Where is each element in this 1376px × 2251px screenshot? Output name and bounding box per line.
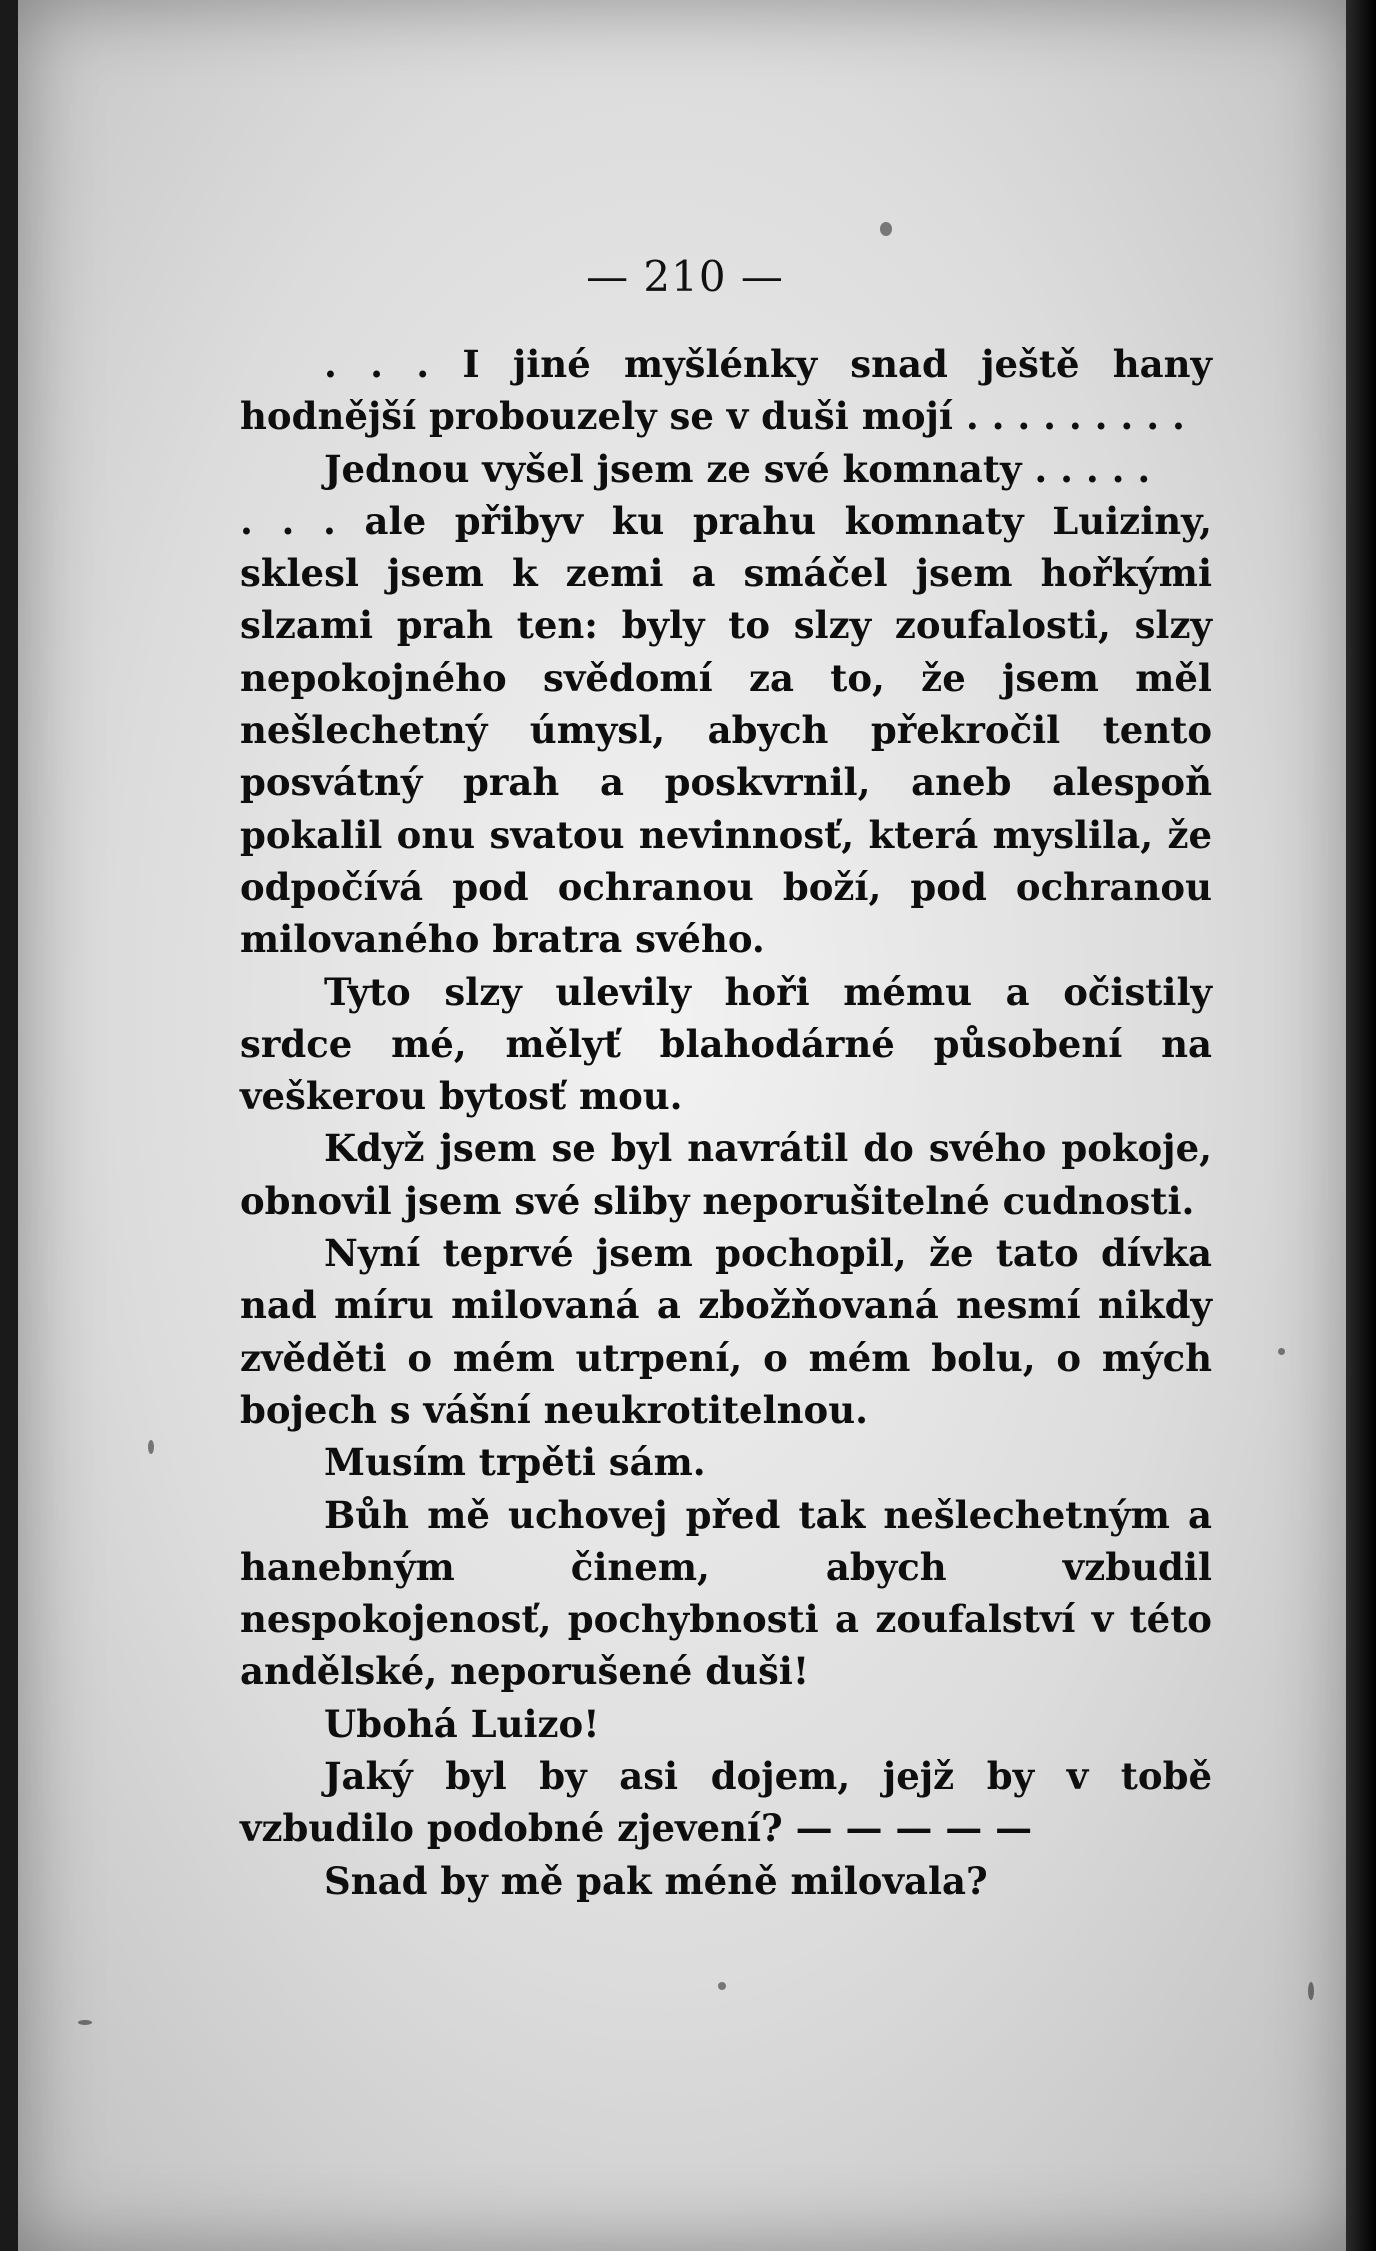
paper-speck [148,1440,154,1454]
paragraph-9: Ubohá Luizo! [324,1701,600,1746]
body-text [240,338,1212,1907]
paper-speck [718,1982,726,1990]
paragraph-5: Když jsem se byl navrátil do svého pokoje, obnovil jsem své sliby neporušitelné cudnosti. [240,1126,1212,1223]
book-spine-shadow [1346,0,1376,2251]
paragraph-8: Bůh mě uchovej před tak nešlechetným a hanebným činem, abych vzbudil nespokojenosť, pochybnosti a zoufalství v této andělské, neporušené duši! [240,1492,1212,1694]
paragraph-11: Snad by mě pak méně milovala? [324,1858,988,1903]
paper-speck [1278,1348,1285,1355]
paragraph-1: . . . I jiné myšlénky snad ještě hany hodnější probouzely se v duši mojí . . . . . . . . . [240,342,1212,439]
paper-speck [1308,1982,1314,2000]
paper-speck [880,222,892,236]
paragraph-2: Jednou vyšel jsem ze své komnaty . . . . . [324,446,1151,491]
paragraph-3: . . . ale přibyv ku prahu komnaty Luiziny, sklesl jsem k zemi a smáčel jsem hořkými slzami prah ten: byly to slzy zoufalosti, slzy nepokojného svědomí za to, že jsem měl nešlechetný úmysl, abych překročil tento posvátný prah a poskvrnil, aneb alespoň pokalil onu svatou nevinnosť, která myslila, že odpočívá pod ochranou boží, pod ochranou milovaného bratra svého. [240,498,1212,962]
paragraph-6: Nyní teprvé jsem pochopil, že tato dívka nad míru milovaná a zbožňovaná nesmí nikdy zvěděti o mém utrpení, o mém bolu, o mých bojech s vášní neukrotitelnou. [240,1231,1212,1432]
paragraph-10: Jaký byl by asi dojem, jejž by v tobě vzbudilo podobné zjevení? — — — — — [240,1754,1212,1851]
page-number: — 210 — [586,252,784,301]
paragraph-4: Tyto slzy ulevily hoři mému a očistily srdce mé, mělyť blahodárné působení na veškerou bytosť mou. [240,969,1212,1119]
paragraph-7: Musím trpěti sám. [324,1440,706,1485]
paper-speck [78,2020,92,2025]
book-page [18,0,1352,2251]
